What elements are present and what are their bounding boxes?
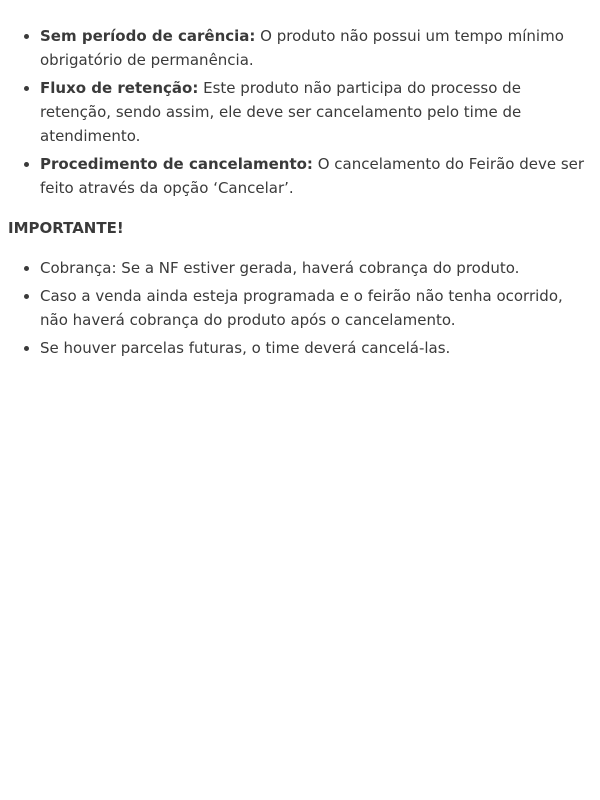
list-item-retencao bbox=[40, 76, 592, 148]
document-body bbox=[0, 0, 600, 360]
item-text: O produto não possui um tempo mínimo obrigatório de permanência. bbox=[40, 27, 564, 69]
item-text: O cancelamento do Feirão deve ser feito através da opção ‘Cancelar’. bbox=[40, 155, 585, 197]
list-item: • Caso a venda ainda esteja programada e o feirão não tenha ocorrido, não haverá cobrança do produto após o cancelamento. bbox=[40, 284, 592, 332]
list-item-carencia bbox=[40, 24, 592, 72]
list-item: • Se houver parcelas futuras, o time deverá cancelá-las. bbox=[40, 336, 592, 360]
item-label: Procedimento de cancelamento: bbox=[40, 155, 313, 173]
important-heading: IMPORTANTE! bbox=[8, 219, 124, 237]
list-item: • Cobrança: Se a NF estiver gerada, haverá cobrança do produto. bbox=[40, 256, 592, 280]
important-list bbox=[8, 256, 592, 360]
policy-list bbox=[8, 24, 592, 200]
item-label: Sem período de carência: bbox=[40, 27, 256, 45]
item-label: Fluxo de retenção: bbox=[40, 79, 199, 97]
item-text: Este produto não participa do processo de retenção, sendo assim, ele deve ser cancelamento pelo time de atendimento. bbox=[40, 79, 522, 145]
list-item-cancelamento bbox=[40, 152, 592, 200]
